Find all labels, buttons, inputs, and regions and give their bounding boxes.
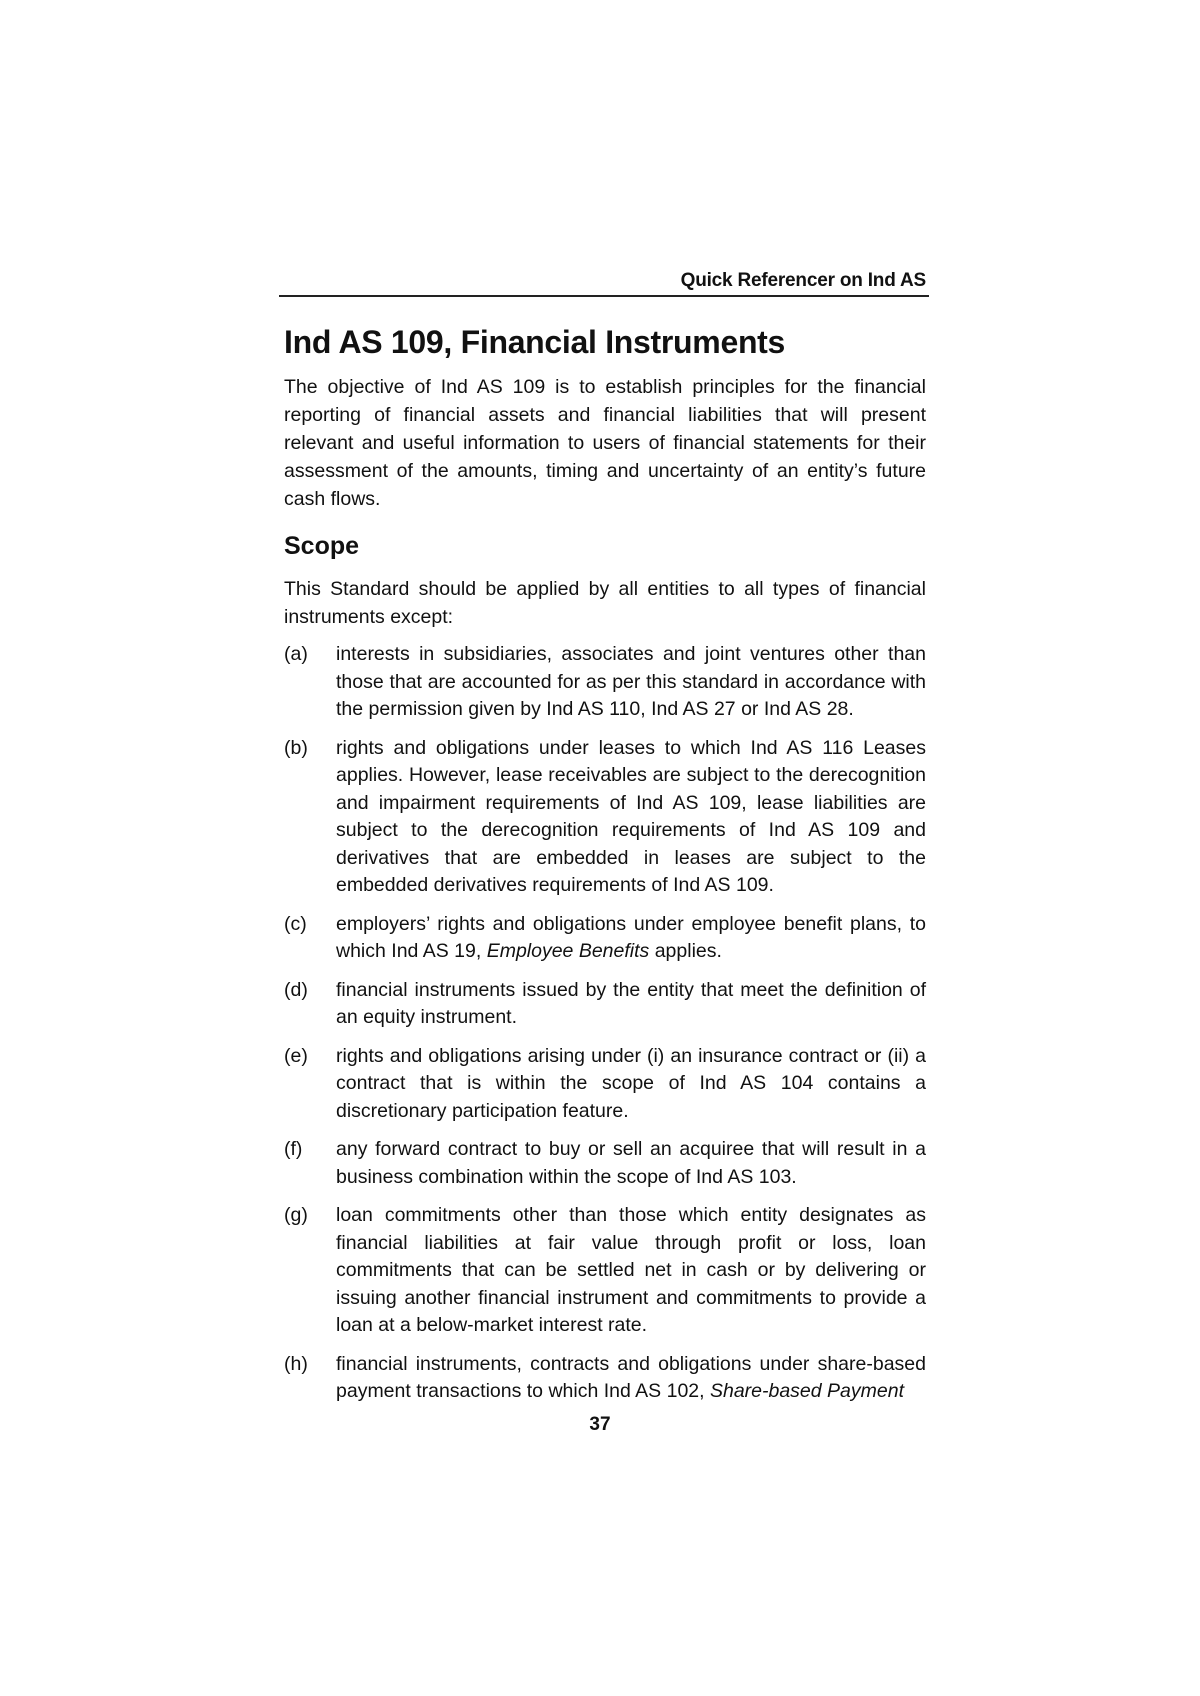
exceptions-list <box>284 641 926 1406</box>
list-item-g <box>284 1202 926 1340</box>
list-item-c <box>284 911 926 966</box>
page-content <box>281 270 926 1417</box>
list-marker: (h) <box>284 1352 308 1375</box>
list-item-text: rights and obligations arising under (i) an insurance contract or (ii) a contract that is within the scope of Ind AS 104 contains a discretionary participation feature. <box>336 1044 926 1122</box>
list-item-text: loan commitments other than those which entity designates as financial liabilities at fair value through profit or loss, loan commitments that can be settled net in cash or by delivering or issuing another financial instrument and commitments to provide a loan at a below-market interest rate. <box>336 1204 926 1337</box>
list-item-d <box>284 977 926 1032</box>
scope-intro-paragraph: This Standard should be applied by all entities to all types of financial instruments except: <box>284 578 926 629</box>
list-marker: (g) <box>284 1204 308 1227</box>
list-item-text-end: applies. <box>649 940 722 963</box>
list-item-text-start: employers’ rights and obligations under employee benefit plans, to which Ind AS 19, <box>336 912 926 963</box>
list-marker: (d) <box>284 978 308 1001</box>
list-item-italic-title: Employee Benefits <box>486 940 650 963</box>
scope-heading: Scope <box>284 532 360 561</box>
page-number: 37 <box>589 1414 611 1435</box>
list-item-b <box>284 735 926 900</box>
list-marker: (a) <box>284 643 308 666</box>
list-marker: (e) <box>284 1044 308 1067</box>
running-head <box>279 270 929 297</box>
list-item-text: financial instruments issued by the entity that meet the definition of an equity instrument. <box>336 978 926 1029</box>
list-item-italic-title: Share-based Payment <box>709 1380 904 1403</box>
list-item-text-start: financial instruments, contracts and obligations under share-based payment transactions to which Ind AS 102, <box>336 1352 926 1403</box>
page-title: Ind AS 109, Financial Instruments <box>284 324 786 360</box>
list-item-a <box>284 641 926 724</box>
list-item-f <box>284 1136 926 1191</box>
list-item-text: rights and obligations under leases to which Ind AS 116 Leases applies. However, lease receivables are subject to the derecognition and impairment requirements of Ind AS 109, lease liabilities are subject to the derecognition requirements of Ind AS 109 and derivatives that are embedded in leases are subject to the embedded derivatives requirements of Ind AS 109. <box>336 736 926 897</box>
objective-paragraph: The objective of Ind AS 109 is to establish principles for the financial reporting of financial assets and financial liabilities that will present relevant and useful information to users of financial statements for their assessment of the amounts, timing and uncertainty of an entity’s future cash flows. <box>284 376 926 511</box>
list-item-text <box>336 1351 926 1406</box>
list-item-text: any forward contract to buy or sell an acquiree that will result in a business combination within the scope of Ind AS 103. <box>336 1138 926 1188</box>
list-item-text: interests in subsidiaries, associates and joint ventures other than those that are accounted for as per this standard in accordance with the permission given by Ind AS 110, Ind AS 27 or Ind AS 28. <box>336 643 926 721</box>
running-head-text: Quick Referencer on Ind AS <box>680 270 926 291</box>
list-item-h <box>284 1351 926 1406</box>
list-marker: (f) <box>284 1138 303 1161</box>
list-item-e <box>284 1043 926 1126</box>
list-marker: (b) <box>284 736 308 759</box>
list-item-text <box>336 911 926 966</box>
list-marker: (c) <box>284 912 307 935</box>
